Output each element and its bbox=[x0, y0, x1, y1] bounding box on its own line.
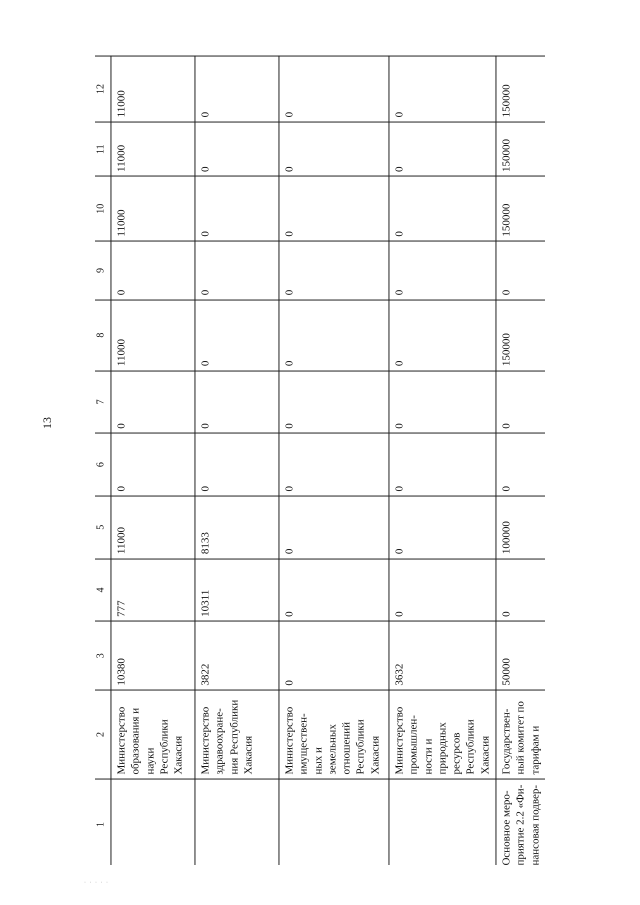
column-header: 12 bbox=[95, 56, 110, 122]
table-row bbox=[194, 56, 278, 865]
activity-cell bbox=[194, 779, 278, 865]
value-cell: 0 bbox=[194, 121, 278, 176]
value-cell: 0 bbox=[388, 241, 495, 300]
column-header: 4 bbox=[95, 558, 110, 621]
column-header: 5 bbox=[95, 495, 110, 558]
value-cell: 0 bbox=[278, 299, 388, 370]
activity-cell: Основное меро-приятие 2.2 «Фи-нансовая подвер- bbox=[496, 779, 545, 865]
activity-cell bbox=[110, 779, 194, 865]
column-header: 1 bbox=[95, 779, 110, 865]
column-header: 9 bbox=[95, 241, 110, 300]
value-cell: 8133 bbox=[194, 495, 278, 558]
value-cell: 0 bbox=[194, 56, 278, 122]
value-cell: 0 bbox=[388, 56, 495, 122]
value-cell: 0 bbox=[496, 433, 545, 496]
value-cell: 0 bbox=[496, 370, 545, 433]
organization-cell: Министерство здравоохране-ния Республики Хакасия bbox=[194, 690, 278, 779]
organization-cell: Министерство образования и науки Республики Хакасия bbox=[110, 690, 194, 779]
value-cell: 0 bbox=[194, 299, 278, 370]
table-header-row bbox=[95, 56, 110, 865]
value-cell: 150000 bbox=[496, 299, 545, 370]
value-cell: 3822 bbox=[194, 621, 278, 690]
value-cell: 0 bbox=[388, 558, 495, 621]
value-cell: 10311 bbox=[194, 558, 278, 621]
value-cell: 50000 bbox=[496, 621, 545, 690]
value-cell: 0 bbox=[388, 433, 495, 496]
value-cell: 0 bbox=[194, 433, 278, 496]
value-cell: 0 bbox=[388, 121, 495, 176]
table-row bbox=[496, 56, 545, 865]
value-cell: 150000 bbox=[496, 176, 545, 241]
organization-cell: Министерство промышлен-ности и природных ресурсов Республики Хакасия bbox=[388, 690, 495, 779]
value-cell: 0 bbox=[278, 621, 388, 690]
margin-mark: · · · · · bbox=[84, 880, 109, 886]
value-cell: 11000 bbox=[110, 176, 194, 241]
value-cell: 3632 bbox=[388, 621, 495, 690]
value-cell: 11000 bbox=[110, 495, 194, 558]
value-cell: 0 bbox=[278, 370, 388, 433]
value-cell: 0 bbox=[194, 176, 278, 241]
value-cell: 0 bbox=[194, 370, 278, 433]
column-header: 6 bbox=[95, 433, 110, 496]
page-number: 13 bbox=[40, 417, 54, 429]
value-cell: 0 bbox=[496, 558, 545, 621]
table-row bbox=[388, 56, 495, 865]
column-header: 3 bbox=[95, 621, 110, 690]
value-cell: 0 bbox=[110, 241, 194, 300]
rotated-table-area bbox=[95, 50, 545, 865]
value-cell: 150000 bbox=[496, 121, 545, 176]
value-cell: 150000 bbox=[496, 56, 545, 122]
value-cell: 0 bbox=[278, 56, 388, 122]
value-cell: 777 bbox=[110, 558, 194, 621]
value-cell: 0 bbox=[388, 370, 495, 433]
value-cell: 11000 bbox=[110, 121, 194, 176]
value-cell: 11000 bbox=[110, 299, 194, 370]
value-cell: 0 bbox=[278, 495, 388, 558]
value-cell: 100000 bbox=[496, 495, 545, 558]
value-cell: 0 bbox=[278, 433, 388, 496]
column-header: 11 bbox=[95, 121, 110, 176]
column-header: 10 bbox=[95, 176, 110, 241]
column-header: 8 bbox=[95, 299, 110, 370]
value-cell: 10380 bbox=[110, 621, 194, 690]
value-cell: 0 bbox=[278, 241, 388, 300]
value-cell: 0 bbox=[388, 495, 495, 558]
value-cell: 0 bbox=[388, 299, 495, 370]
activity-cell bbox=[388, 779, 495, 865]
value-cell: 0 bbox=[388, 176, 495, 241]
value-cell: 0 bbox=[110, 433, 194, 496]
activity-cell bbox=[278, 779, 388, 865]
column-header: 2 bbox=[95, 690, 110, 779]
data-table bbox=[95, 55, 545, 865]
value-cell: 0 bbox=[110, 370, 194, 433]
value-cell: 11000 bbox=[110, 56, 194, 122]
organization-cell: Министерство имуществен-ных и земельных отношений Республики Хакасия bbox=[278, 690, 388, 779]
value-cell: 0 bbox=[194, 241, 278, 300]
value-cell: 0 bbox=[496, 241, 545, 300]
table-row bbox=[278, 56, 388, 865]
value-cell: 0 bbox=[278, 121, 388, 176]
organization-cell: Государствен-ный комитет по тарифам и bbox=[496, 690, 545, 779]
value-cell: 0 bbox=[278, 176, 388, 241]
value-cell: 0 bbox=[278, 558, 388, 621]
table-row bbox=[110, 56, 194, 865]
column-header: 7 bbox=[95, 370, 110, 433]
